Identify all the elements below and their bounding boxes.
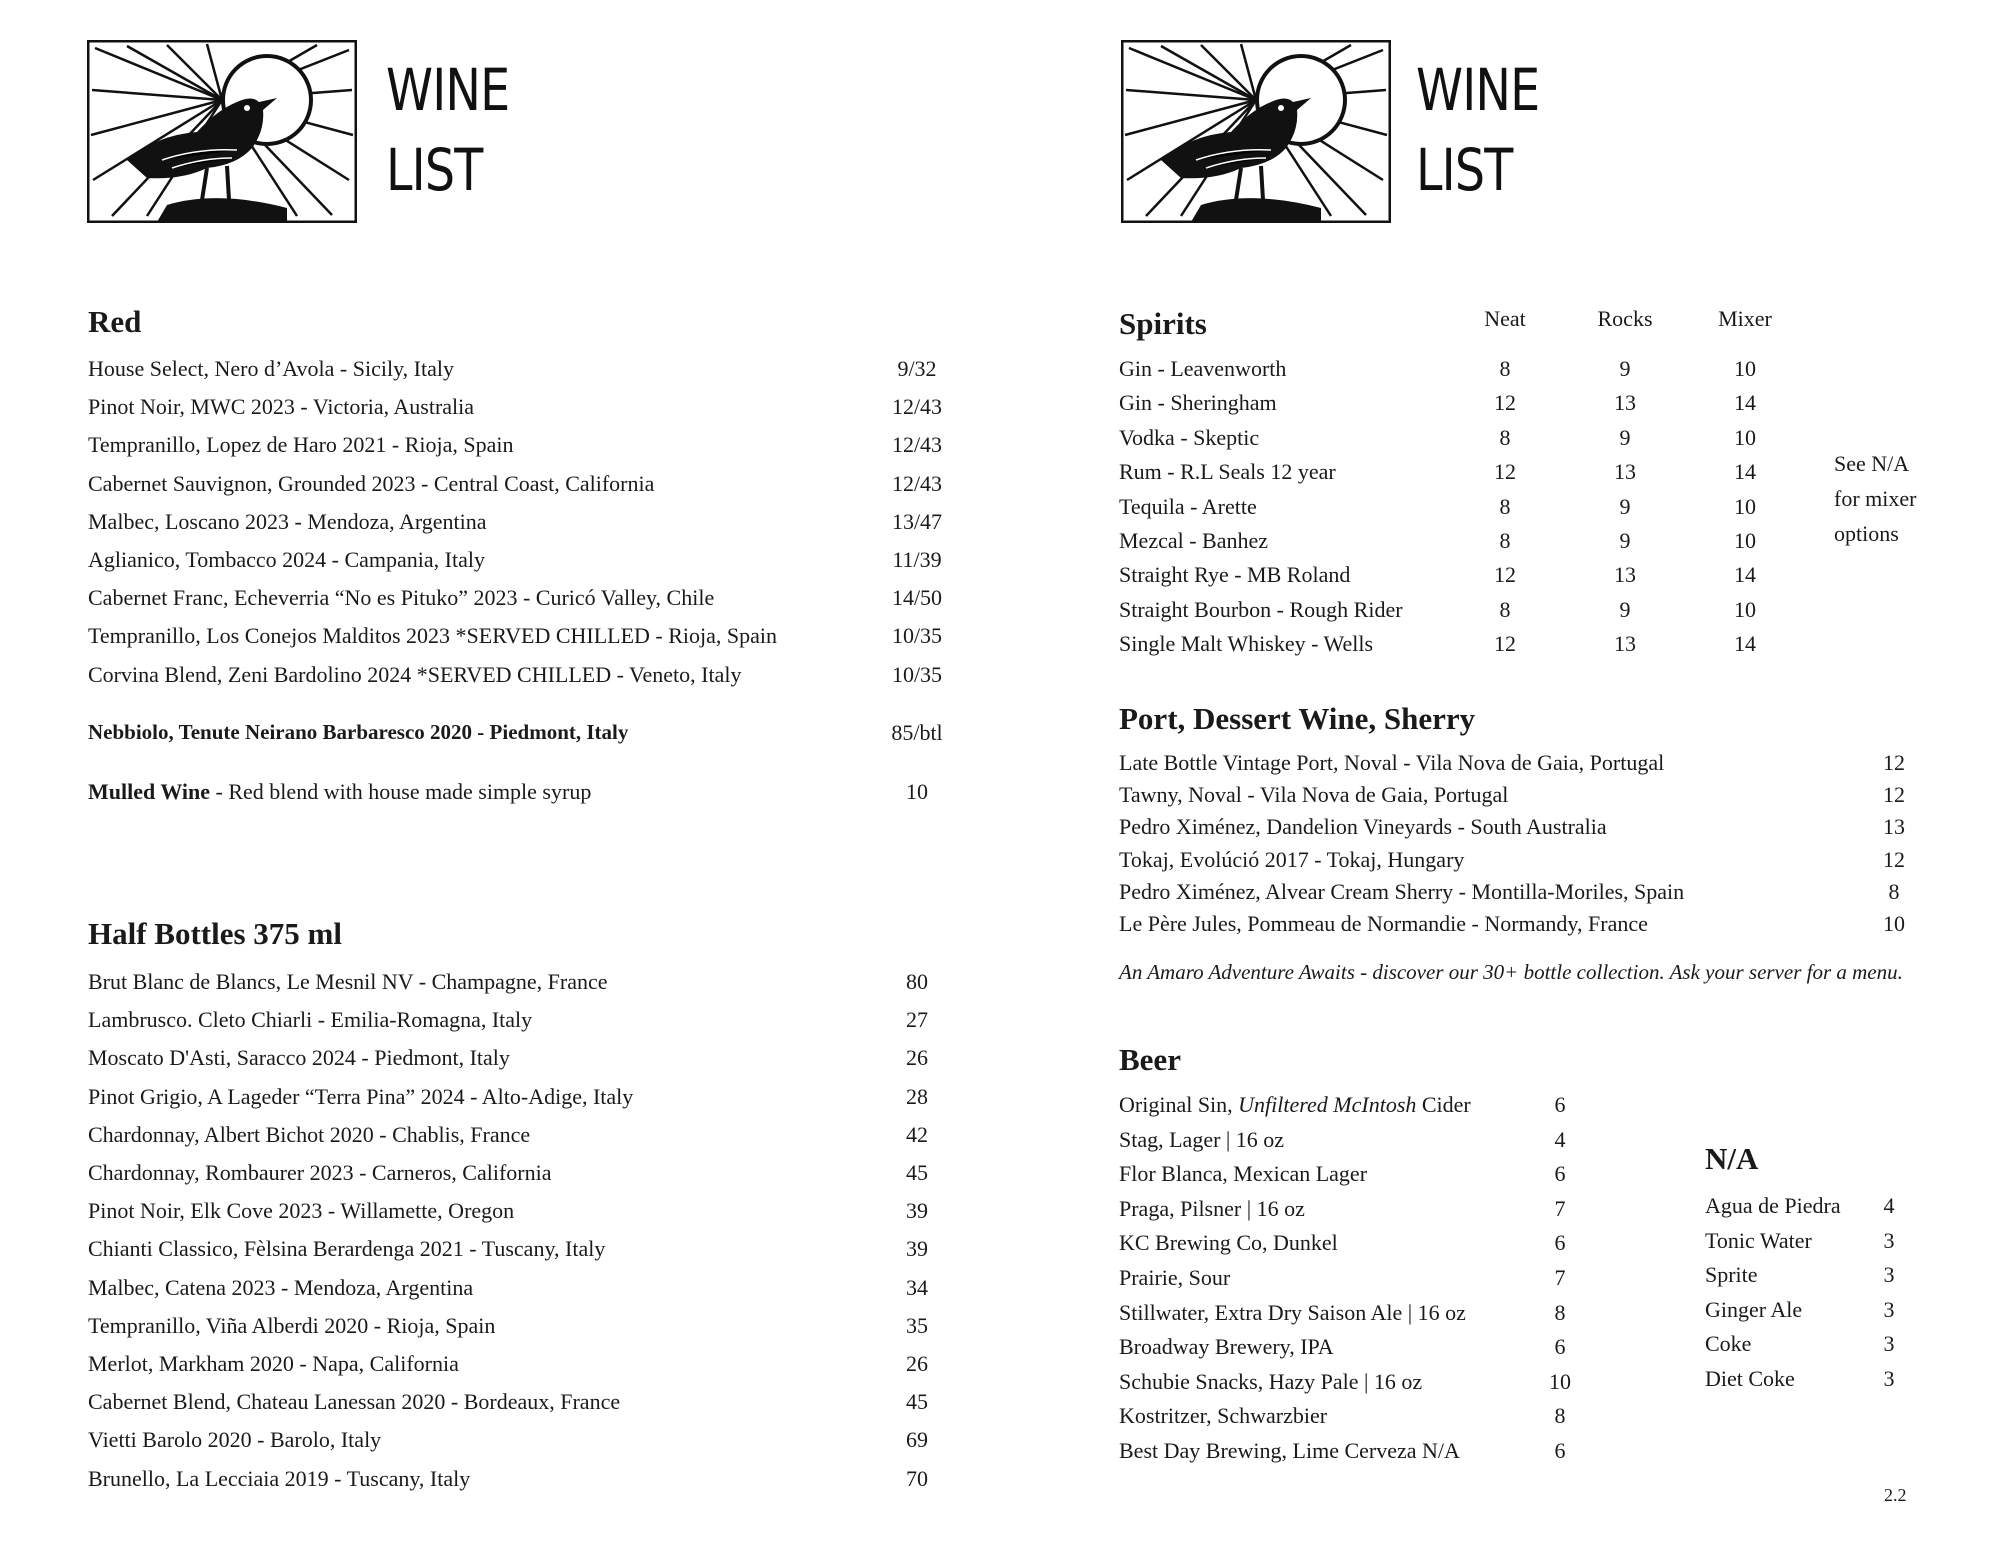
wine-price: 42 — [906, 1121, 928, 1147]
red-heading: Red — [88, 304, 142, 339]
title-line-2: LIST — [386, 136, 483, 204]
port-price: 12 — [1883, 846, 1905, 872]
wine-name: Lambrusco. Cleto Chiarli - Emilia-Romagna, Italy — [88, 1007, 533, 1033]
beer-name-part: Flor Blanca, Mexican Lager — [1119, 1161, 1368, 1187]
spirit-name: Tequila - Arette — [1119, 493, 1257, 519]
title-line-2: LIST — [1416, 136, 1513, 204]
wine-row — [88, 1466, 988, 1496]
rocks-price: 13 — [1614, 631, 1636, 657]
spirit-name: Rum - R.L Seals 12 year — [1119, 459, 1336, 485]
raven-logo-left — [87, 40, 357, 223]
mixer-price: 14 — [1734, 562, 1756, 588]
beer-name-part: Stillwater, Extra Dry Saison Ale | 16 oz — [1119, 1299, 1466, 1325]
wine-price: 14/50 — [891, 585, 943, 611]
wine-price: 12/43 — [891, 432, 943, 458]
beer-name — [1119, 1161, 1367, 1187]
wine-name: Chardonnay, Albert Bichot 2020 - Chablis, France — [88, 1121, 531, 1147]
port-name: Tawny, Noval - Vila Nova de Gaia, Portugal — [1119, 782, 1509, 808]
featured-wine-row — [88, 720, 988, 750]
amaro-note: An Amaro Adventure Awaits - discover our 30+ bottle collection. Ask your server for a menu. — [1119, 960, 1903, 984]
wine-row — [88, 585, 988, 615]
spirit-row — [1119, 390, 1819, 420]
neat-price: 8 — [1499, 493, 1511, 519]
port-name: Pedro Ximénez, Alvear Cream Sherry - Montilla-Moriles, Spain — [1119, 878, 1685, 904]
beer-name — [1119, 1403, 1327, 1429]
port-row — [1119, 879, 1919, 909]
neat-price: 8 — [1499, 528, 1511, 553]
beer-price: 7 — [1554, 1195, 1566, 1221]
wine-name: Brunello, La Lecciaia 2019 - Tuscany, Italy — [88, 1465, 471, 1491]
na-price: 3 — [1883, 1227, 1895, 1253]
neat-price: 8 — [1499, 424, 1511, 450]
beer-name-part: KC Brewing Co, Dunkel — [1119, 1230, 1338, 1256]
wine-price: 28 — [906, 1083, 928, 1109]
mixer-price: 10 — [1734, 596, 1756, 622]
beer-row — [1119, 1196, 1579, 1226]
spirit-row — [1119, 494, 1819, 524]
beer-name — [1119, 1265, 1230, 1291]
beer-name-part: Kostritzer, Schwarzbier — [1119, 1403, 1328, 1429]
spirit-row — [1119, 562, 1819, 592]
spirit-row — [1119, 459, 1819, 489]
beer-name — [1119, 1369, 1422, 1395]
port-row — [1119, 750, 1919, 780]
beer-price: 6 — [1554, 1230, 1566, 1256]
wine-row — [88, 356, 988, 386]
wine-price: 39 — [906, 1236, 928, 1262]
beer-name-part: Praga, Pilsner | 16 oz — [1119, 1195, 1305, 1221]
rocks-price: 9 — [1619, 356, 1631, 381]
na-row — [1705, 1331, 1905, 1361]
na-name: Diet Coke — [1705, 1366, 1795, 1391]
wine-name: Malbec, Catena 2023 - Mendoza, Argentina — [88, 1274, 474, 1300]
spirit-row — [1119, 425, 1819, 455]
wine-price: 26 — [906, 1045, 928, 1071]
beer-name-part: Broadway Brewery, IPA — [1119, 1334, 1334, 1360]
mixer-note — [1834, 446, 1916, 551]
neat-price: 12 — [1494, 562, 1516, 588]
na-price: 3 — [1883, 1366, 1895, 1391]
na-price: 3 — [1883, 1262, 1895, 1288]
spirit-row — [1119, 528, 1819, 558]
wine-name: Tempranillo, Los Conejos Malditos 2023 *SERVED CHILLED - Rioja, Spain — [88, 623, 778, 649]
col-header-rocks: Rocks — [1597, 306, 1653, 331]
wine-row — [88, 1084, 988, 1114]
page-title-right — [1416, 50, 1539, 210]
wine-price: 45 — [906, 1160, 928, 1185]
wine-price: 34 — [906, 1274, 928, 1300]
wine-row — [88, 1122, 988, 1152]
beer-price: 6 — [1554, 1334, 1566, 1360]
half-bottles-heading: Half Bottles 375 ml — [88, 916, 342, 951]
neat-price: 12 — [1494, 459, 1516, 485]
wine-name: Malbec, Loscano 2023 - Mendoza, Argentina — [88, 508, 487, 534]
beer-name-part: Best Day Brewing, Lime Cerveza N/A — [1119, 1438, 1460, 1463]
wine-price: 85/btl — [891, 720, 943, 745]
wine-row — [88, 623, 988, 653]
neat-price: 8 — [1499, 596, 1511, 622]
wine-name: Chianti Classico, Fèlsina Berardenga 2021 - Tuscany, Italy — [88, 1236, 606, 1262]
spirit-name: Single Malt Whiskey - Wells — [1119, 631, 1374, 657]
wine-row — [88, 662, 988, 692]
mixer-price: 10 — [1734, 424, 1756, 450]
beer-price: 7 — [1554, 1265, 1566, 1290]
na-price: 3 — [1883, 1331, 1895, 1357]
port-price: 12 — [1883, 782, 1905, 808]
port-heading: Port, Dessert Wine, Sherry — [1119, 701, 1476, 736]
wine-price: 11/39 — [892, 547, 942, 572]
beer-price: 6 — [1554, 1092, 1566, 1117]
beer-name — [1119, 1334, 1334, 1360]
port-price: 10 — [1883, 911, 1905, 936]
port-name: Pedro Ximénez, Dandelion Vineyards - South Australia — [1119, 814, 1607, 840]
spirits-heading: Spirits — [1119, 306, 1207, 341]
wine-row — [88, 394, 988, 424]
wine-price: 10/35 — [891, 661, 943, 687]
wine-row — [88, 1198, 988, 1228]
mixer-price: 14 — [1734, 631, 1756, 657]
wine-name: Moscato D'Asti, Saracco 2024 - Piedmont, Italy — [88, 1045, 510, 1071]
wine-name: Nebbiolo, Tenute Neirano Barbaresco 2020 - Piedmont, Italy — [88, 720, 629, 744]
spirit-name: Mezcal - Banhez — [1119, 528, 1269, 553]
beer-name — [1119, 1092, 1471, 1118]
wine-price: 69 — [906, 1427, 928, 1453]
beer-row — [1119, 1438, 1579, 1468]
page-number: 2.2 — [1884, 1485, 1907, 1505]
rocks-price: 9 — [1619, 424, 1631, 450]
wine-price: 13/47 — [891, 508, 943, 534]
spirit-row — [1119, 356, 1819, 386]
wine-name: Vietti Barolo 2020 - Barolo, Italy — [88, 1427, 382, 1453]
note-line: See N/A — [1834, 451, 1910, 476]
wine-name: Cabernet Sauvignon, Grounded 2023 - Central Coast, California — [88, 470, 655, 496]
col-header-neat: Neat — [1484, 306, 1526, 331]
rocks-price: 13 — [1614, 390, 1636, 416]
title-line-1: WINE — [386, 56, 510, 124]
wine-name: House Select, Nero d’Avola - Sicily, Italy — [88, 356, 454, 381]
wine-price: 12/43 — [891, 394, 943, 420]
spirit-row — [1119, 631, 1819, 661]
wine-price: 12/43 — [891, 470, 943, 496]
wine-price: 39 — [906, 1198, 928, 1224]
port-row — [1119, 782, 1919, 812]
beer-row — [1119, 1092, 1579, 1122]
beer-name-part: Schubie Snacks, Hazy Pale | 16 oz — [1119, 1368, 1423, 1394]
port-name: Le Père Jules, Pommeau de Normandie - Normandy, France — [1119, 911, 1648, 936]
na-name: Ginger Ale — [1705, 1296, 1803, 1322]
na-row — [1705, 1228, 1905, 1258]
spirit-name: Straight Bourbon - Rough Rider — [1119, 596, 1403, 622]
beer-price: 6 — [1554, 1161, 1566, 1187]
spirit-name: Vodka - Skeptic — [1119, 424, 1260, 450]
port-row — [1119, 911, 1919, 941]
wine-price: 10/35 — [891, 623, 943, 649]
beer-name-part: Stag, Lager | 16 oz — [1119, 1126, 1285, 1152]
spirit-row — [1119, 597, 1819, 627]
rocks-price: 9 — [1619, 493, 1631, 519]
na-name: Coke — [1705, 1331, 1752, 1357]
na-price: 4 — [1883, 1193, 1895, 1218]
na-row — [1705, 1262, 1905, 1292]
mixer-price: 10 — [1734, 356, 1756, 381]
port-row — [1119, 847, 1919, 877]
beer-name-italic: Unfiltered McIntosh — [1238, 1092, 1417, 1117]
neat-price: 12 — [1494, 631, 1516, 657]
mulled-wine-description: - Red blend with house made simple syrup — [210, 779, 592, 804]
port-name: Tokaj, Evolúció 2017 - Tokaj, Hungary — [1119, 846, 1465, 872]
na-row — [1705, 1297, 1905, 1327]
mixer-price: 10 — [1734, 528, 1756, 553]
wine-name: Aglianico, Tombacco 2024 - Campania, Italy — [88, 547, 485, 572]
wine-name: Pinot Grigio, A Lageder “Terra Pina” 2024 - Alto-Adige, Italy — [88, 1083, 634, 1109]
beer-price: 6 — [1554, 1438, 1566, 1463]
wine-name: Pinot Noir, MWC 2023 - Victoria, Australia — [88, 394, 475, 420]
wine-row — [88, 471, 988, 501]
wine-name: Brut Blanc de Blancs, Le Mesnil NV - Champagne, France — [88, 969, 608, 994]
neat-price: 8 — [1499, 356, 1511, 381]
mixer-price: 10 — [1734, 493, 1756, 519]
wine-row — [88, 1275, 988, 1305]
port-price: 12 — [1883, 750, 1905, 775]
wine-row — [88, 432, 988, 462]
mulled-wine-row — [88, 779, 988, 809]
beer-price: 10 — [1549, 1368, 1571, 1394]
port-price: 13 — [1883, 814, 1905, 840]
na-name: Sprite — [1705, 1262, 1758, 1288]
note-line: options — [1834, 521, 1899, 546]
wine-name: Tempranillo, Lopez de Haro 2021 - Rioja, Spain — [88, 432, 514, 458]
beer-name-part: Prairie, Sour — [1119, 1265, 1231, 1290]
wine-price: 10 — [906, 779, 928, 804]
page-title-left — [386, 50, 509, 210]
wine-name: Cabernet Blend, Chateau Lanessan 2020 - Bordeaux, France — [88, 1389, 621, 1415]
mixer-price: 14 — [1734, 390, 1756, 416]
port-price: 8 — [1888, 878, 1900, 904]
beer-row — [1119, 1161, 1579, 1191]
beer-price: 8 — [1554, 1403, 1566, 1429]
port-row — [1119, 814, 1919, 844]
wine-row — [88, 1007, 988, 1037]
beer-row — [1119, 1334, 1579, 1364]
beer-row — [1119, 1403, 1579, 1433]
na-name: Tonic Water — [1705, 1227, 1812, 1253]
wine-row — [88, 1236, 988, 1266]
wine-price: 9/32 — [897, 356, 937, 381]
wine-name: Tempranillo, Viña Alberdi 2020 - Rioja, Spain — [88, 1312, 496, 1338]
wine-price: 45 — [906, 1389, 928, 1415]
wine-row — [88, 547, 988, 577]
wine-row — [88, 509, 988, 539]
rocks-price: 13 — [1614, 562, 1636, 588]
wine-row — [88, 1313, 988, 1343]
mulled-wine-label: Mulled Wine — [88, 779, 211, 804]
wine-row — [88, 1427, 988, 1457]
port-name: Late Bottle Vintage Port, Noval - Vila Nova de Gaia, Portugal — [1119, 750, 1665, 775]
na-heading: N/A — [1705, 1141, 1759, 1176]
col-header-mixer: Mixer — [1718, 306, 1772, 331]
na-row — [1705, 1193, 1905, 1223]
beer-row — [1119, 1127, 1579, 1157]
beer-name — [1119, 1300, 1466, 1326]
neat-price: 12 — [1494, 390, 1516, 416]
spirit-name: Straight Rye - MB Roland — [1119, 562, 1351, 588]
wine-row — [88, 1045, 988, 1075]
wine-price: 35 — [906, 1312, 928, 1338]
wine-price: 27 — [906, 1007, 928, 1033]
rocks-price: 13 — [1614, 459, 1636, 485]
wine-row — [88, 1160, 988, 1190]
wine-row — [88, 1351, 988, 1381]
na-name: Agua de Piedra — [1705, 1193, 1841, 1218]
beer-price: 8 — [1554, 1299, 1566, 1325]
mixer-price: 14 — [1734, 459, 1756, 485]
beer-row — [1119, 1230, 1579, 1260]
beer-row — [1119, 1369, 1579, 1399]
beer-name-suffix: Cider — [1416, 1092, 1471, 1117]
spirit-name: Gin - Sheringham — [1119, 390, 1277, 416]
na-price: 3 — [1883, 1296, 1895, 1322]
wine-name: Chardonnay, Rombaurer 2023 - Carneros, California — [88, 1160, 552, 1185]
beer-name — [1119, 1230, 1338, 1256]
beer-row — [1119, 1265, 1579, 1295]
note-line: for mixer — [1834, 486, 1917, 511]
beer-name — [1119, 1438, 1460, 1464]
wine-price: 70 — [906, 1465, 928, 1491]
wine-name: Merlot, Markham 2020 - Napa, California — [88, 1351, 459, 1376]
spirit-name: Gin - Leavenworth — [1119, 356, 1287, 381]
wine-name: Cabernet Franc, Echeverria “No es Pituko” 2023 - Curicó Valley, Chile — [88, 585, 715, 611]
wine-price: 80 — [906, 969, 928, 994]
wine-price: 26 — [906, 1351, 928, 1376]
wine-row — [88, 969, 988, 999]
title-line-1: WINE — [1416, 56, 1540, 124]
wine-row — [88, 1389, 988, 1419]
na-row — [1705, 1366, 1905, 1396]
beer-price: 4 — [1554, 1126, 1566, 1152]
beer-row — [1119, 1300, 1579, 1330]
beer-heading: Beer — [1119, 1042, 1181, 1077]
rocks-price: 9 — [1619, 596, 1631, 622]
beer-name — [1119, 1196, 1305, 1222]
wine-name — [88, 779, 591, 805]
wine-name: Corvina Blend, Zeni Bardolino 2024 *SERVED CHILLED - Veneto, Italy — [88, 661, 742, 687]
rocks-price: 9 — [1619, 528, 1631, 553]
raven-logo-right — [1121, 40, 1391, 223]
beer-name-part: Original Sin, — [1119, 1092, 1239, 1117]
wine-name: Pinot Noir, Elk Cove 2023 - Willamette, Oregon — [88, 1198, 515, 1224]
beer-name — [1119, 1127, 1284, 1153]
